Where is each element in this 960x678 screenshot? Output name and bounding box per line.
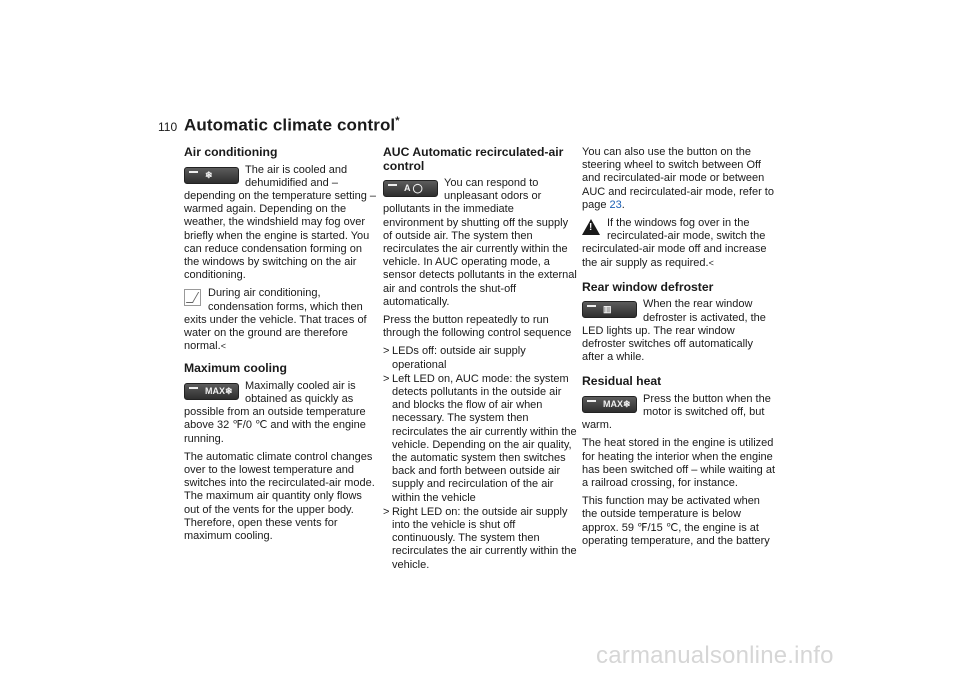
rear-defroster-button-icon: ▥ bbox=[582, 301, 637, 318]
auc-heading: AUC Automatic recirculated-air control bbox=[383, 145, 564, 173]
ac-note: During air conditioning, condensation forms, which then exits under the vehicle. That traces of water on the ground are therefore normal.< bbox=[184, 287, 367, 353]
auc-text: You can respond to unpleasant odors or pollutants in the immediate environment by shutting off the supply of outside air. The system then recirculates the air currently within the vehicle. In AUC operating mode, a sensor detects pollutants in the external air and controls the shut-off automatically. bbox=[383, 177, 577, 308]
rear-defroster-heading: Rear window defroster bbox=[582, 279, 714, 294]
control-sequence-list bbox=[383, 345, 577, 571]
residual-heading: Residual heat bbox=[582, 374, 662, 389]
column-1 bbox=[184, 146, 378, 548]
page-title bbox=[184, 115, 400, 136]
list-item: > Left LED on, AUC mode: the system detects pollutants in the outside air and blocks the flow of air when necessary. The system then recirculates the air currently within the vehicle. Depending on the air quality, the automatic system then switches back and forth between outside air supply and recirculation of the air within the vehicle bbox=[383, 373, 577, 505]
residual-text-3: This function may be activated when the outside temperature is below approx. 59 ℉/15 ℃, the engine is at operating temperature, and the battery bbox=[582, 495, 770, 547]
ac-button-icon: ❄ bbox=[184, 167, 239, 184]
residual-text-2: The heat stored in the engine is utilized for heating the interior when the engine has been switched off – while waiting at a railroad crossing, for instance. bbox=[582, 437, 776, 490]
note-icon bbox=[184, 289, 201, 306]
steering-text: You can also use the button on the steering wheel to switch between Off and recirculated-air mode or between AUC and recirculated-air mode, refer to page 23. bbox=[582, 146, 774, 211]
max-text: Maximally cooled air is obtained as quickly as possible from an outside temperature above 32 ℉/0 ℃ and with the engine running. bbox=[184, 379, 366, 445]
warn-text: If the windows fog over in the recirculated-air mode, switch the recirculated-air mode off and increase the air supply as required.< bbox=[582, 217, 767, 269]
watermark: carmanualsonline.info bbox=[596, 642, 834, 669]
max-text-2: The automatic climate control changes over to the lowest temperature and switches into the recirculated-air mode. The maximum air quantity only flows out of the vents for the upper body. Therefore, open these vents for maximum cooling. bbox=[184, 450, 375, 543]
ac-heading: Air conditioning bbox=[184, 145, 278, 159]
page-link[interactable]: 23 bbox=[609, 198, 622, 211]
ac-text: The air is cooled and dehumidified and – depending on the temperature setting – warmed again. Depending on the weather, the windshield may fog over briefly when the engine is started. You can reduce condensation forming on the windows by switching on the air conditioning. bbox=[184, 163, 377, 282]
page-number: 110 bbox=[158, 120, 178, 134]
residual-button-icon: MAX❄ bbox=[582, 396, 637, 413]
rear-text: When the rear window defroster is activated, the LED lights up. The rear window defroster switches off automatically after a while. bbox=[582, 298, 766, 364]
residual-text: Press the button when the motor is switched off, but warm. bbox=[582, 392, 771, 432]
title-text: Automatic climate control bbox=[184, 115, 396, 135]
warning-icon: ! bbox=[582, 219, 600, 235]
column-3 bbox=[582, 146, 776, 553]
title-star: * bbox=[395, 115, 400, 127]
list-item: > LEDs off: outside air supply operational bbox=[383, 345, 577, 371]
auc-button-icon: A ◯ bbox=[383, 180, 438, 197]
max-button-icon: MAX❄ bbox=[184, 383, 239, 400]
column-2 bbox=[383, 146, 577, 577]
max-heading: Maximum cooling bbox=[184, 361, 287, 376]
press-text: Press the button repeatedly to run through the following control sequence bbox=[383, 314, 572, 340]
list-item: > Right LED on: the outside air supply into the vehicle is shut off continuously. The system then recirculates the air currently within the vehicle. bbox=[383, 506, 577, 572]
